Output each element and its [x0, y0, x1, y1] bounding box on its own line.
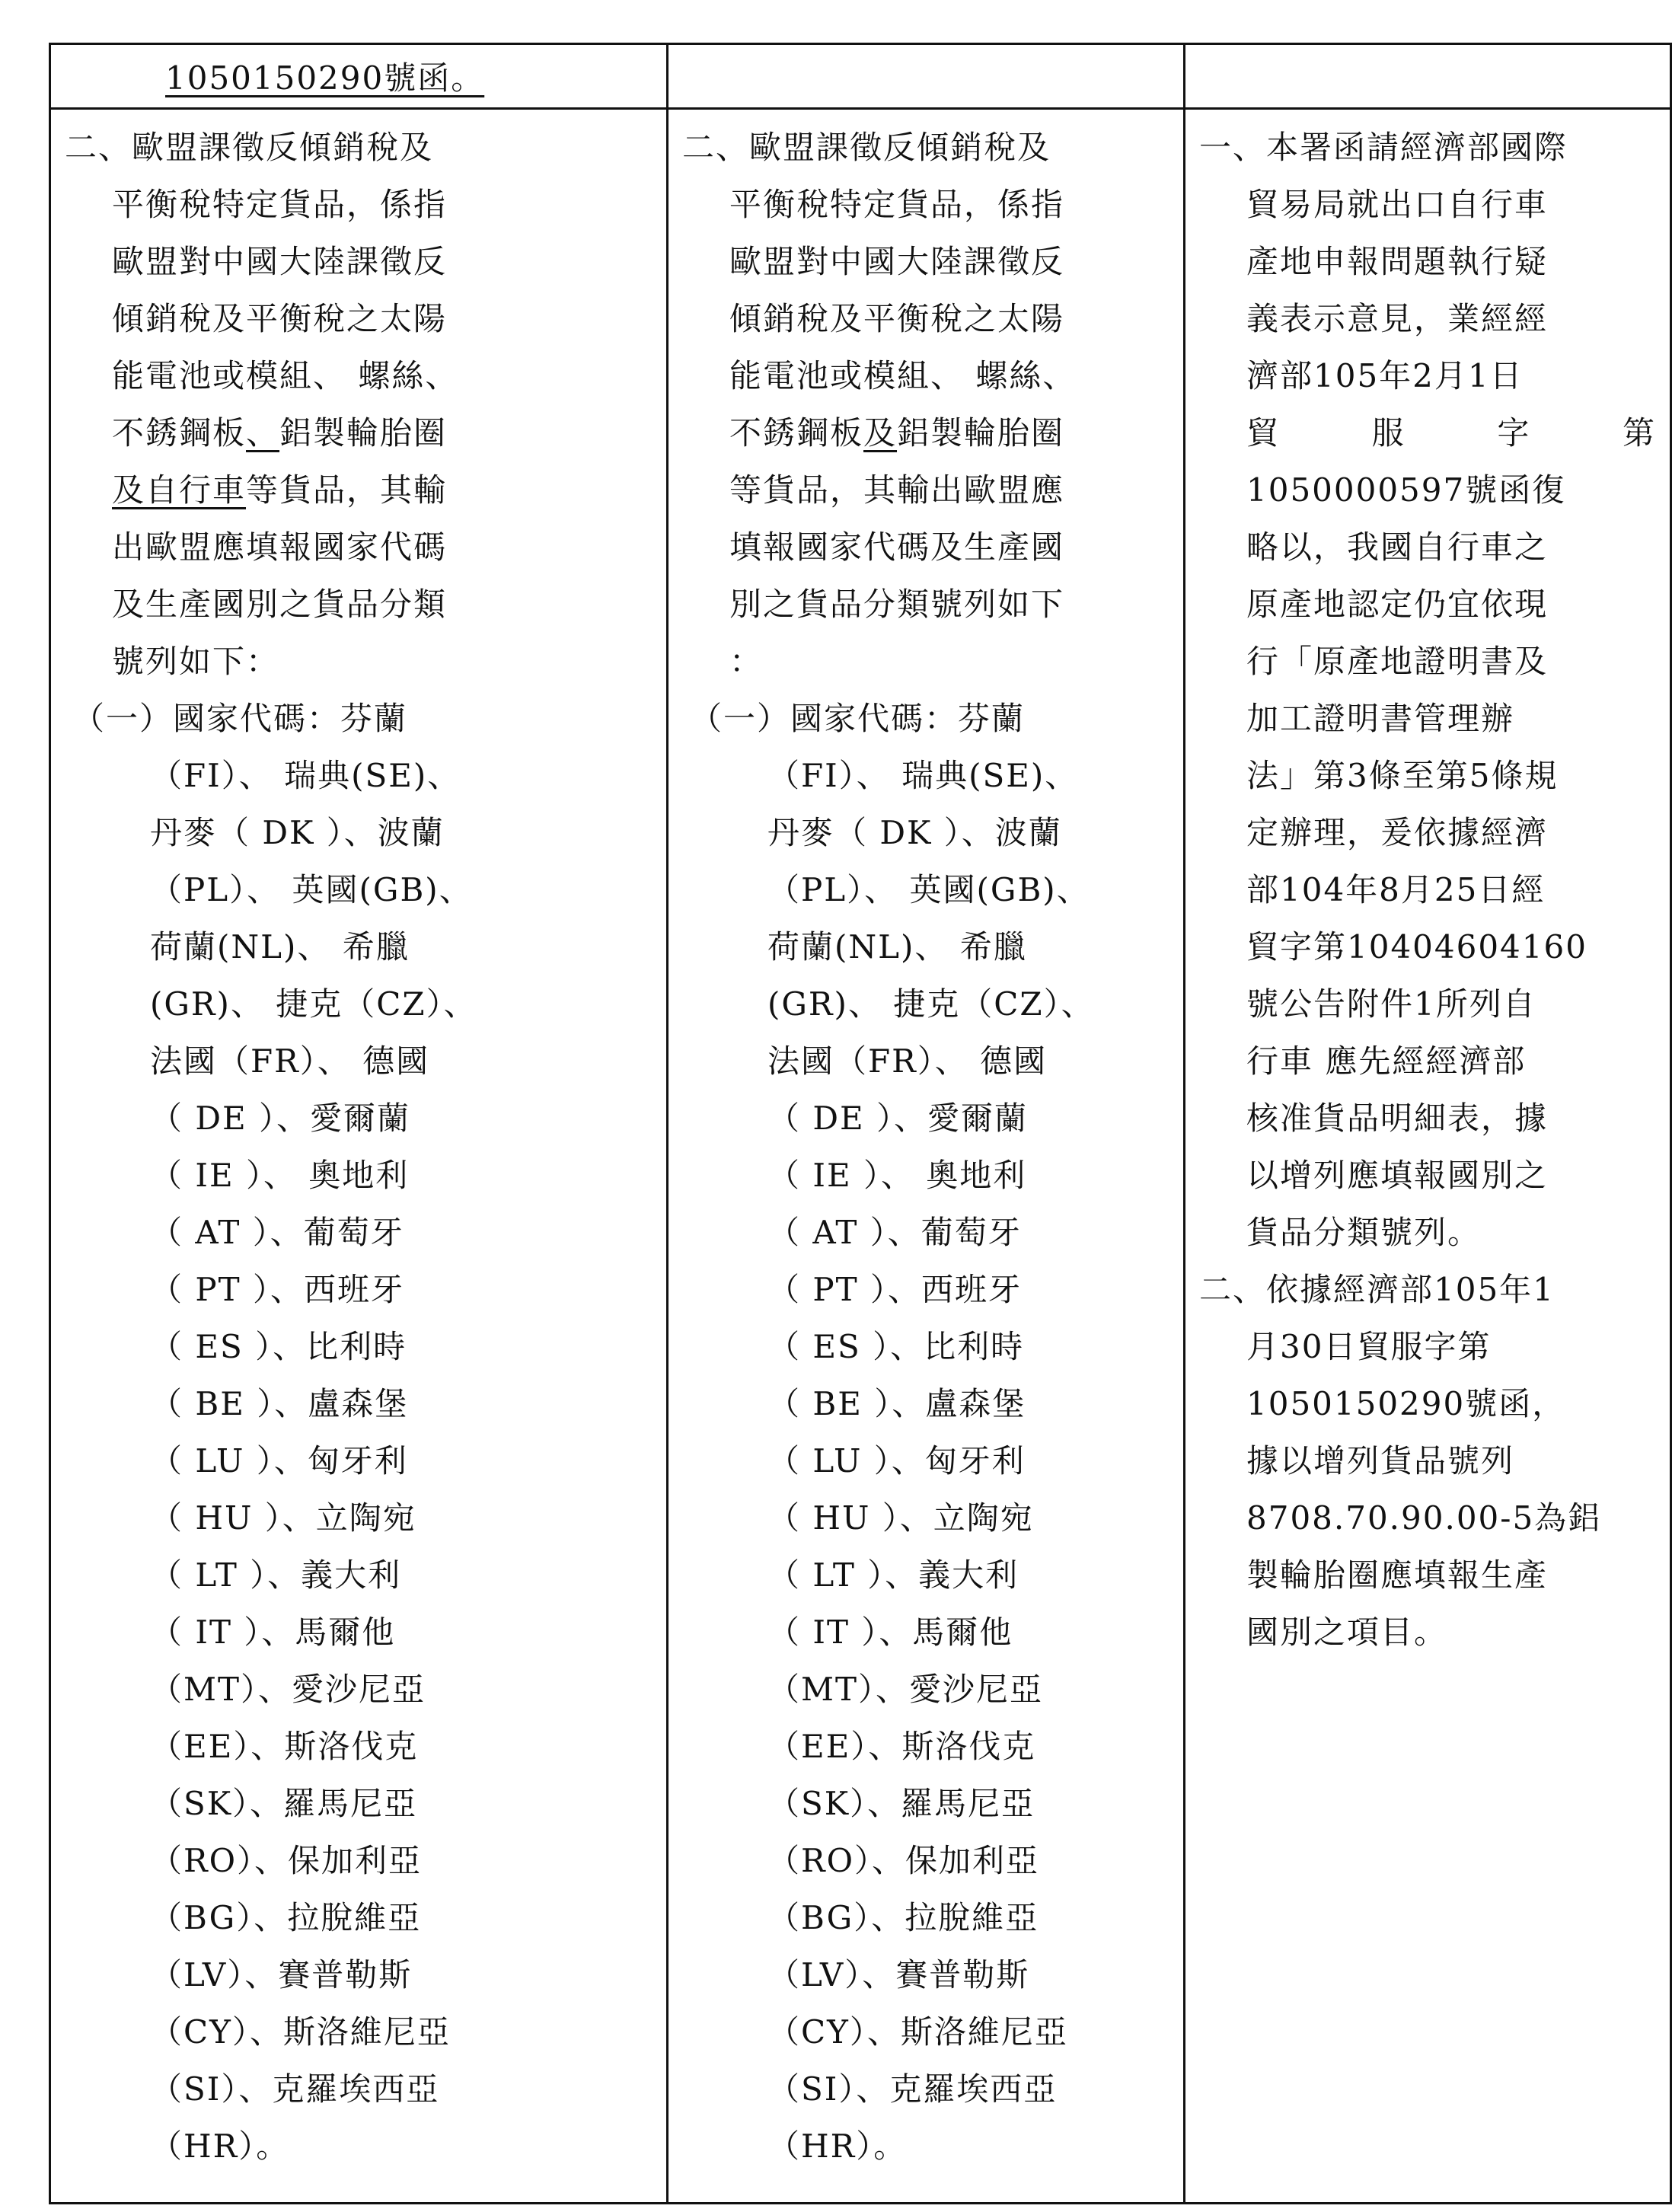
text-segment: 1050150290號函， — [1246, 1385, 1566, 1422]
text-segment: （ AT ）、葡萄牙 — [767, 1214, 1022, 1251]
text-line — [1199, 576, 1656, 633]
text-segment: （ DE ）、愛爾蘭 — [767, 1100, 1029, 1137]
text-line — [682, 233, 1169, 290]
text-line — [1199, 1432, 1656, 1489]
text-line — [1199, 861, 1656, 918]
cell-explanation — [1185, 109, 1671, 2204]
text-line — [1199, 690, 1656, 747]
text-line — [682, 1033, 1169, 1090]
text-line — [682, 1889, 1169, 1946]
text-line — [1199, 1033, 1656, 1090]
text-segment: 等貨品，其輸 — [246, 471, 448, 509]
text-line — [682, 290, 1169, 347]
text-line — [65, 1432, 653, 1489]
text-line — [65, 975, 653, 1033]
underlined-text: 、 — [246, 414, 280, 452]
cell-amended-text — [50, 44, 668, 109]
text-segment: 行「原產地證明書及 — [1246, 643, 1549, 680]
text-line — [1199, 404, 1656, 461]
text-segment: 濟部105年2月1日 — [1246, 357, 1524, 394]
text-line — [682, 1489, 1169, 1546]
cell-current-text — [668, 44, 1185, 109]
text-segment: 貿易局就出口自行車 — [1246, 186, 1549, 223]
text-segment: 二、歐盟課徵反傾銷稅及 — [682, 129, 1051, 166]
text-line — [65, 519, 653, 576]
text-line — [65, 918, 653, 975]
text-line — [1199, 1489, 1656, 1546]
text-segment: (GR)、 捷克（CZ）、 — [767, 985, 1095, 1023]
text-line — [165, 49, 653, 107]
text-line — [1199, 633, 1656, 690]
text-line — [682, 804, 1169, 861]
text-segment: 等貨品，其輸出歐盟應 — [729, 471, 1065, 509]
text-segment: （SI）、克羅埃西亞 — [150, 2070, 440, 2108]
text-line — [1199, 290, 1656, 347]
underlined-text: 及 — [863, 414, 898, 452]
text-segment: 出歐盟應填報國家代碼 — [112, 528, 448, 566]
text-line — [1199, 119, 1656, 176]
text-line — [682, 1946, 1169, 2003]
text-segment: 號列如下： — [112, 643, 280, 680]
text-line — [65, 1489, 653, 1546]
text-segment: 鋁製輪胎圈 — [279, 414, 448, 452]
text-segment: 法國（FR）、 德國 — [150, 1042, 430, 1080]
text-segment: 略以，我國自行車之 — [1246, 528, 1549, 566]
text-segment: （BG）、拉脫維亞 — [767, 1899, 1039, 1936]
text-line — [682, 1775, 1169, 1832]
text-line — [1199, 347, 1656, 404]
text-segment: 平衡稅特定貨品，係指 — [729, 186, 1065, 223]
text-segment: 歐盟對中國大陸課徵反 — [729, 243, 1065, 280]
text-line — [682, 1147, 1169, 1204]
text-line — [682, 1090, 1169, 1147]
text-segment: 丹麥（ DK ）、波蘭 — [150, 814, 445, 851]
text-line — [65, 290, 653, 347]
text-segment: 歐盟對中國大陸課徵反 — [112, 243, 448, 280]
text-segment: 貿字第10404604160 — [1246, 928, 1587, 966]
text-segment: 以增列應填報國別之 — [1246, 1157, 1549, 1194]
text-segment: 及生產國別之貨品分類 — [112, 586, 448, 623]
text-line — [65, 1318, 653, 1375]
text-segment: （SK）、羅馬尼亞 — [150, 1785, 418, 1822]
text-segment: （一）國家代碼：芬蘭 — [690, 700, 1026, 737]
text-segment: （ LU ）、匈牙利 — [767, 1442, 1026, 1479]
text-line — [65, 119, 653, 176]
text-segment: 能電池或模組、 螺絲、 — [112, 357, 459, 394]
text-line — [1199, 1204, 1656, 1261]
text-line — [1199, 1090, 1656, 1147]
text-segment: 別之貨品分類號列如下 — [729, 586, 1065, 623]
text-line — [65, 747, 653, 804]
text-segment: （ IE ）、 奧地利 — [150, 1157, 410, 1194]
underlined-text: 1050150290號函。 — [165, 59, 485, 97]
text-segment: （ PT ）、西班牙 — [767, 1271, 1022, 1308]
text-line — [1199, 519, 1656, 576]
text-segment: （LV）、賽普勒斯 — [150, 1956, 413, 1993]
text-segment: （FI）、 瑞典(SE)、 — [767, 757, 1079, 794]
text-segment: 能電池或模組、 螺絲、 — [729, 357, 1077, 394]
text-segment: 貿 服 字 第 — [1246, 414, 1656, 452]
text-segment: （PL）、 英國(GB)、 — [150, 871, 473, 908]
text-segment: （ HU ）、立陶宛 — [767, 1499, 1034, 1537]
text-line — [65, 2003, 653, 2060]
text-segment: （BG）、拉脫維亞 — [150, 1899, 422, 1936]
text-line — [682, 519, 1169, 576]
text-segment: 產地申報問題執行疑 — [1246, 243, 1549, 280]
text-line — [682, 861, 1169, 918]
text-segment: 法國（FR）、 德國 — [767, 1042, 1048, 1080]
text-segment: （ LT ）、義大利 — [767, 1556, 1019, 1594]
text-line — [65, 576, 653, 633]
text-segment: （FI）、 瑞典(SE)、 — [150, 757, 461, 794]
text-segment: （HR）。 — [150, 2127, 290, 2165]
text-segment: （ PT ）、西班牙 — [150, 1271, 404, 1308]
text-segment: （EE）、斯洛伐克 — [767, 1728, 1036, 1765]
text-segment: (GR)、 捷克（CZ）、 — [150, 985, 477, 1023]
cell-current-text — [668, 109, 1185, 2204]
text-segment: 荷蘭(NL)、 希臘 — [767, 928, 1027, 966]
table-row-continuation — [50, 44, 1671, 109]
text-segment: （CY）、斯洛維尼亞 — [767, 2013, 1068, 2051]
text-line — [682, 1718, 1169, 1775]
text-line — [682, 2118, 1169, 2175]
text-line — [65, 861, 653, 918]
text-line — [65, 461, 653, 519]
text-segment: （ AT ）、葡萄牙 — [150, 1214, 404, 1251]
text-segment: 原產地認定仍宜依現 — [1246, 586, 1549, 623]
text-segment: 1050000597號函復 — [1246, 471, 1566, 509]
text-line — [682, 690, 1169, 747]
text-line — [1199, 176, 1656, 233]
text-line — [65, 1033, 653, 1090]
text-line — [682, 461, 1169, 519]
text-line — [1199, 747, 1656, 804]
text-line — [65, 1546, 653, 1604]
text-segment: 加工證明書管理辦 — [1246, 700, 1515, 737]
text-line — [682, 119, 1169, 176]
text-line — [65, 347, 653, 404]
text-line — [682, 1432, 1169, 1489]
table-row-item-two — [50, 109, 1671, 2204]
text-line — [65, 2118, 653, 2175]
text-line — [65, 1661, 653, 1718]
text-segment: （ DE ）、愛爾蘭 — [150, 1100, 411, 1137]
text-segment: （ LT ）、義大利 — [150, 1556, 402, 1594]
text-line — [1199, 233, 1656, 290]
text-segment: （LV）、賽普勒斯 — [767, 1956, 1030, 1993]
text-segment: 部104年8月25日經 — [1246, 871, 1546, 908]
text-segment: （ HU ）、立陶宛 — [150, 1499, 416, 1537]
text-segment: （SK）、羅馬尼亞 — [767, 1785, 1035, 1822]
text-segment: 傾銷稅及平衡稅之太陽 — [729, 300, 1065, 337]
text-segment: （CY）、斯洛維尼亞 — [150, 2013, 451, 2051]
text-segment: 行車 應先經經濟部 — [1246, 1042, 1527, 1080]
text-line — [65, 1147, 653, 1204]
text-segment: 義表示意見，業經經 — [1246, 300, 1549, 337]
text-line — [65, 633, 653, 690]
text-line — [65, 1718, 653, 1775]
text-line — [65, 1375, 653, 1432]
text-segment: （ IT ）、馬爾他 — [767, 1614, 1013, 1651]
text-line — [682, 633, 1169, 690]
text-segment: 二、依據經濟部105年1 — [1199, 1271, 1555, 1308]
text-segment: 定辦理，爰依據經濟 — [1246, 814, 1549, 851]
text-line — [65, 1204, 653, 1261]
text-segment: 荷蘭(NL)、 希臘 — [150, 928, 410, 966]
text-segment: （PL）、 英國(GB)、 — [767, 871, 1090, 908]
text-segment: （MT）、愛沙尼亞 — [150, 1671, 426, 1708]
text-segment: 平衡稅特定貨品，係指 — [112, 186, 448, 223]
text-line — [682, 2003, 1169, 2060]
text-line — [65, 1889, 653, 1946]
text-line — [682, 1261, 1169, 1318]
text-line — [65, 404, 653, 461]
text-segment: ： — [729, 643, 764, 680]
text-line — [65, 1946, 653, 2003]
text-segment: （EE）、斯洛伐克 — [150, 1728, 419, 1765]
text-segment: 不銹鋼板 — [112, 414, 247, 452]
text-line — [65, 1261, 653, 1318]
text-line — [682, 576, 1169, 633]
text-segment: （MT）、愛沙尼亞 — [767, 1671, 1044, 1708]
text-segment: （RO）、保加利亞 — [150, 1842, 423, 1879]
text-line — [65, 1775, 653, 1832]
text-segment: 國別之項目。 — [1246, 1614, 1448, 1651]
cell-amended-text — [50, 109, 668, 2204]
text-segment: 法」第3條至第5條規 — [1246, 757, 1559, 794]
text-line — [682, 1546, 1169, 1604]
text-segment: 月30日貿服字第 — [1246, 1328, 1492, 1365]
text-segment: （ LU ）、匈牙利 — [150, 1442, 408, 1479]
text-line — [65, 804, 653, 861]
comparison-table — [49, 43, 1672, 2204]
text-line — [1199, 1546, 1656, 1604]
cell-explanation — [1185, 44, 1671, 109]
text-segment: （RO）、保加利亞 — [767, 1842, 1040, 1879]
text-line — [1199, 804, 1656, 861]
text-segment: （一）國家代碼：芬蘭 — [72, 700, 408, 737]
text-line — [1199, 1318, 1656, 1375]
text-line — [1199, 1261, 1656, 1318]
text-segment: 核准貨品明細表，據 — [1246, 1100, 1549, 1137]
text-segment: 丹麥（ DK ）、波蘭 — [767, 814, 1062, 851]
text-segment: 一、本署函請經濟部國際 — [1199, 129, 1568, 166]
text-line — [682, 1604, 1169, 1661]
text-line — [682, 1318, 1169, 1375]
text-line — [1199, 1375, 1656, 1432]
text-segment: （ ES ）、比利時 — [767, 1328, 1025, 1365]
text-line — [65, 233, 653, 290]
text-line — [1199, 1147, 1656, 1204]
text-segment: （ BE ）、盧森堡 — [150, 1385, 409, 1422]
underlined-text: 及自行車 — [112, 471, 247, 509]
text-line — [1199, 1604, 1656, 1661]
text-segment: （ BE ）、盧森堡 — [767, 1385, 1026, 1422]
text-segment: 填報國家代碼及生產國 — [729, 528, 1065, 566]
text-line — [682, 975, 1169, 1033]
text-segment: 貨品分類號列。 — [1246, 1214, 1482, 1251]
text-line — [65, 2060, 653, 2118]
text-line — [682, 747, 1169, 804]
text-line — [1199, 918, 1656, 975]
text-line — [682, 404, 1169, 461]
text-line — [65, 176, 653, 233]
text-segment: 8708.70.90.00-5為鋁 — [1246, 1499, 1602, 1537]
text-line — [682, 1661, 1169, 1718]
text-line — [682, 918, 1169, 975]
text-segment: （SI）、克羅埃西亞 — [767, 2070, 1058, 2108]
text-line — [682, 176, 1169, 233]
text-line — [65, 1090, 653, 1147]
text-line — [682, 347, 1169, 404]
text-line — [65, 690, 653, 747]
text-line — [682, 1204, 1169, 1261]
text-line — [65, 1832, 653, 1889]
text-segment: 製輪胎圈應填報生產 — [1246, 1556, 1549, 1594]
text-line — [1199, 461, 1656, 519]
text-segment: 二、歐盟課徵反傾銷稅及 — [65, 129, 434, 166]
text-segment: （ ES ）、比利時 — [150, 1328, 407, 1365]
text-line — [682, 1832, 1169, 1889]
text-segment: 鋁製輪胎圈 — [897, 414, 1065, 452]
text-line — [1199, 975, 1656, 1033]
text-segment: （ IT ）、馬爾他 — [150, 1614, 396, 1651]
text-segment: 號公告附件1所列自 — [1246, 985, 1536, 1023]
text-line — [682, 2060, 1169, 2118]
text-line — [682, 1375, 1169, 1432]
text-segment: 不銹鋼板 — [729, 414, 864, 452]
text-line — [65, 1604, 653, 1661]
text-segment: 據以增列貨品號列 — [1246, 1442, 1515, 1479]
text-segment: 傾銷稅及平衡稅之太陽 — [112, 300, 448, 337]
text-segment: （HR）。 — [767, 2127, 908, 2165]
text-segment: （ IE ）、 奧地利 — [767, 1157, 1027, 1194]
